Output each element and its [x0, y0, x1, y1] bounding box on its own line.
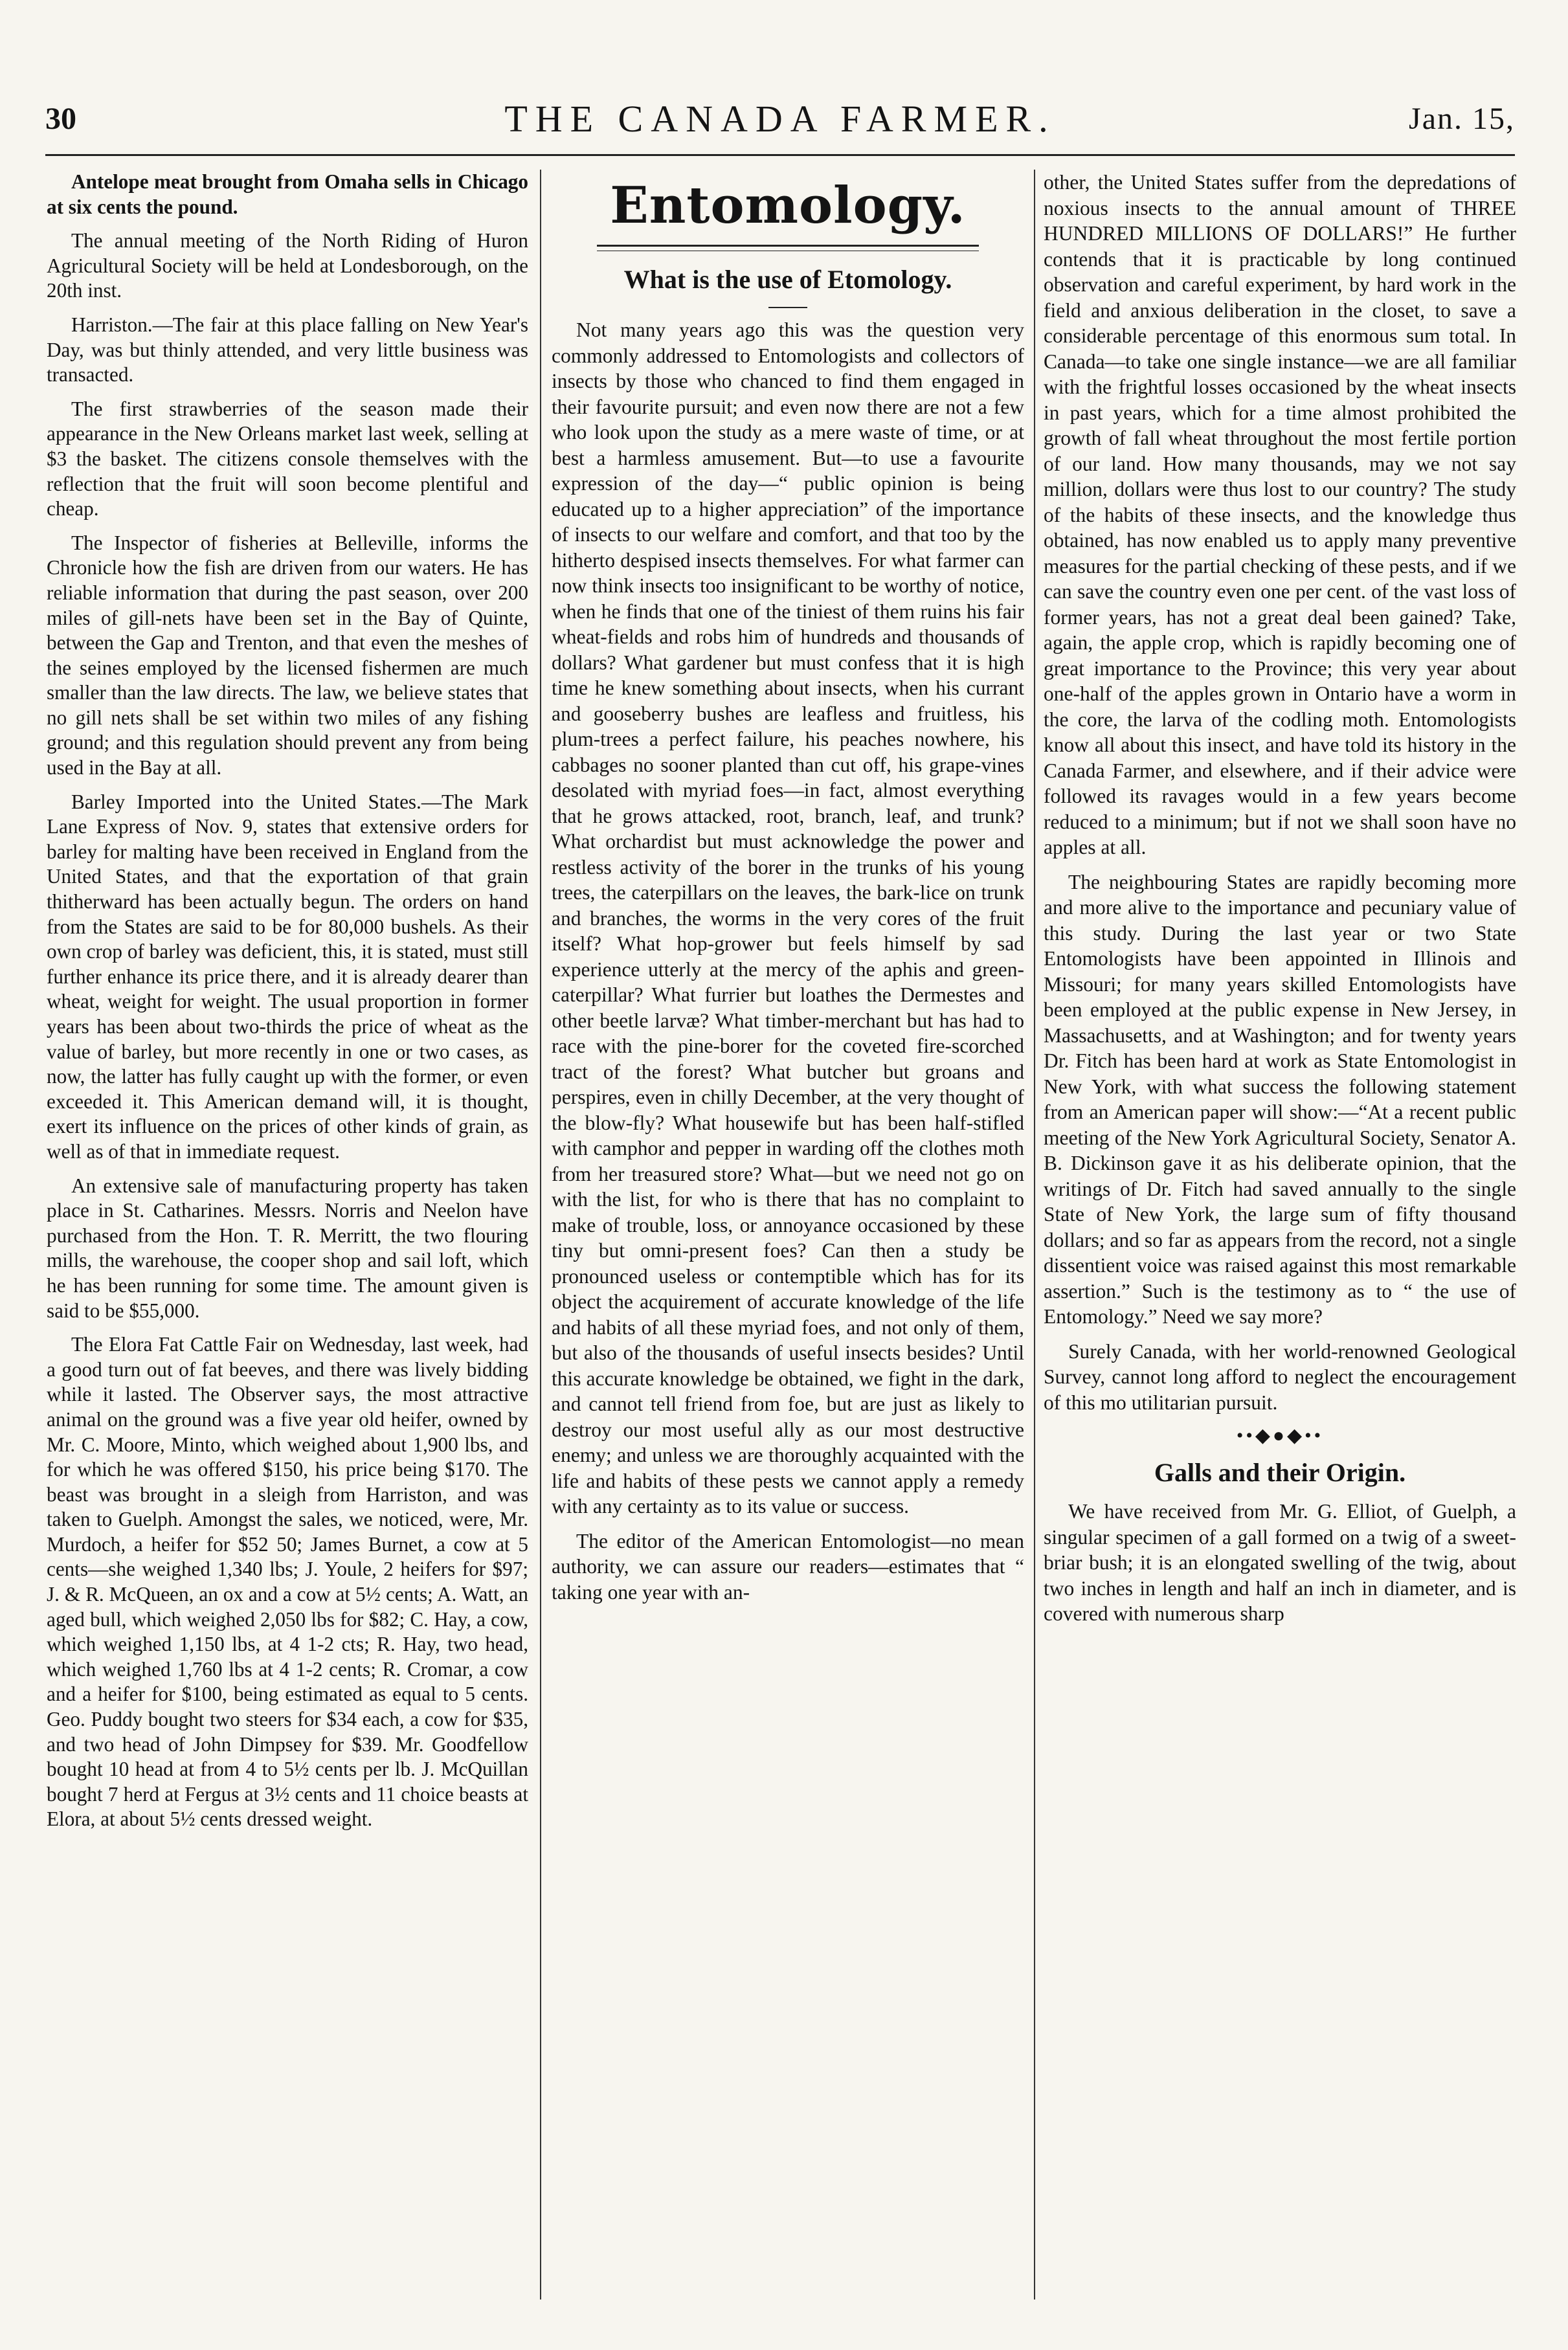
masthead	[45, 97, 1515, 149]
column-right	[1044, 170, 1516, 2300]
news-item: The annual meeting of the North Riding of Huron Agricultural Society will be held at Londesborough, on the 20th inst.	[47, 229, 528, 302]
news-item: The Inspector of fisheries at Belleville, informs the Chronicle how the fish are driven from our waters. He has reliable information that during the past season, over 200 miles of gill-nets have been set in the Bay of Quinte, between the Gap and Trenton, and that even the meshes of the seines employed by the licensed fishermen are much smaller than the law directs. The law, we believe states that no gill nets shall be set within two miles of any fishing ground; and this regulation should prevent any from being used in the Bay at all.	[47, 531, 528, 779]
article-headline: Galls and their Origin.	[1154, 1458, 1406, 1487]
header-rule	[45, 154, 1515, 156]
page-number: 30	[45, 102, 76, 136]
ornament-divider: ••◆●◆••	[1236, 1425, 1324, 1446]
section-title: Entomology.	[610, 176, 966, 235]
news-item: The Elora Fat Cattle Fair on Wednesday, last week, had a good turn out of fat beeves, and there was lively bidding while it lasted. The Observer says, the most attractive animal on the ground was a five year old heifer, owned by Mr. C. Moore, Minto, which weighed about 1,900 lbs, and for which he was offered $150, his price being $170. The beast was brought in a sleigh from Harriston, and was taken to Guelph. Amongst the sales, we noticed, were, Mr. Murdoch, a heifer for $52 50; James Burnet, a cow at 5 cents—she weighed 1,340 lbs; J. Youle, 2 heifers for $97; J. & R. McQueen, an ox and a cow at 5½ cents; A. Watt, an aged bull, which weighed 2,050 lbs for $82; C. Hay, a cow, which weighed 1,150 lbs, at 4 1-2 cts; R. Hay, two head, which weighed 1,760 lbs at 4 1-2 cents; R. Cromar, a cow and a heifer for $100, being estimated as equal to 5 cents. Geo. Puddy bought two steers for $34 each, a cow for $35, and two head of John Dimpsey for $39. Mr. Goodfellow bought 10 head at from 4 to 5½ cents per lb. J. McQuillan bought 7 herd at Fergus at 3½ cents and 11 choice beasts at Elora, at about 5½ cents dressed weight.	[47, 1333, 528, 1831]
newspaper-title: THE CANADA FARMER.	[504, 98, 1056, 140]
column-divider	[1034, 170, 1035, 2300]
column-divider	[540, 170, 541, 2300]
article-headline: What is the use of Etomology.	[623, 265, 952, 294]
headline-rule	[768, 307, 807, 308]
news-item: Barley Imported into the United States.—The Mark Lane Express of Nov. 9, states that extensive orders for barley for malting have been received in England from the United States, and that the exportation of that grain thitherward has been actually begun. The orders on hand from the States are said to be for 80,000 bushels. As their own crop of barley was deficient, this, it is stated, must still further enhance its price there, and it is already dearer than wheat, weight for weight. The usual proportion in former years has been about two-thirds the price of wheat as the value of barley, but more recently in one or two cases, as now, the latter has fully caught up with the former, or even exceeded it. This American demand will, it is thought, exert its influence on the prices of other kinds of grain, as well as of that in immediate request.	[47, 790, 528, 1163]
news-item: Harriston.—The fair at this place falling on New Year's Day, was but thinly attended, and very little business was transacted.	[47, 313, 528, 386]
column-left	[47, 170, 528, 2300]
article-paragraph: Not many years ago this was the question very commonly addressed to Entomologists and collectors of insects by those who chanced to find them engaged in their favourite pursuit; and even now there are not a few who look upon the study as a mere waste of time, or at best a harmless amusement. But—to use a favourite expression of the day—“ public opinion is being educated up to a higher appreciation” of the importance of insects to our welfare and comfort, and that too by the hitherto despised insects themselves. For what farmer can now think insects too insignificant to be worthy of notice, when he finds that one of the tiniest of them ruins his fair wheat-fields and robs him of hundreds and thousands of dollars? What gardener but must confess that it is high time he knew something about insects, when his currant and gooseberry bushes are leafless and fruitless, his plum-trees a perfect failure, his peaches nowhere, his cabbages no sooner planted than cut off, his grape-vines desolated with myriad foes—in fact, almost everything that he grows attacked, root, branch, leaf, and trunk? What orchardist but must acknowledge the power and restless activity of the borer in the trunks of his young trees, the caterpillars on the leaves, the bark-lice on trunk and branches, the worms in the very cores of the fruit itself? What hop-grower but feels himself by sad experience utterly at the mercy of the aphis and green-caterpillar? What furrier but loathes the Dermestes and other beetle larvæ? What timber-merchant but has had to race with the pine-borer for the coveted fire-scorched tract of the forest? What butcher but groans and perspires, even in chilly December, at the very thought of the blow-fly? What housewife but has been half-stifled with camphor and pepper in warding off the clothes moth from her treasured store? What—but we need not go on with the list, for who is there that has no complaint to make of trouble, loss, or annoyance occasioned by these tiny but omni-present foes? Can then a study be pronounced useless or contemptible which has for its object the acquirement of accurate knowledge of the life and habits of all these myriad foes, and not only of them, but also of the thousands of useful insects besides? Until this accurate knowledge be obtained, we fight in the dark, and cannot tell friend from foe, but are just as likely to destroy our most useful ally as our most destructive enemy; and unless we are thoroughly acquainted with the life and habits of these pests we cannot apply a remedy with any certainty as to its value or success.	[552, 319, 1024, 1517]
article-paragraph: The neighbouring States are rapidly becoming more and more alive to the importance and pecuniary value of this study. During the last year or two State Entomologists have been appointed in Illinois and Missouri; for many years skilled Entomologists have been employed at the public expense in New Jersey, in Massachusetts, and at Washington; and for twenty years Dr. Fitch has been hard at work as State Entomologist in New York, with what success the following statement from an American paper will show:—“At a recent public meeting of the New York Agricultural Society, Senator A. B. Dickinson gave it as his deliberate opinion, that the writings of Dr. Fitch had saved annually to the single State of New York, the large sum of fifty thousand dollars; and so far as appears from the record, not a single dissentient voice was raised against this most remarkable assertion.” Such is the testimony as to “ the use of Entomology.” Need we say more?	[1044, 870, 1516, 1328]
issue-date: Jan. 15,	[1409, 102, 1515, 136]
news-item: The first strawberries of the season made their appearance in the New Orleans market last week, selling at $3 the basket. The citizens console themselves with the reflection that the fruit will soon become plentiful and cheap.	[47, 397, 528, 520]
article-paragraph: Surely Canada, with her world-renowned Geological Survey, cannot long afford to neglect the encouragement of this mo utilitarian pursuit.	[1044, 1339, 1516, 1414]
news-item: Antelope meat brought from Omaha sells in Chicago at six cents the pound.	[47, 170, 528, 218]
section-rule	[597, 245, 979, 251]
article-paragraph: We have received from Mr. G. Elliot, of Guelph, a singular specimen of a gall formed on a twig of a sweet-briar bush; it is an elongated swelling of the twig, about two inches in length and half an inch in diameter, and is covered with numerous sharp	[1044, 1500, 1516, 1625]
news-item: An extensive sale of manufacturing property has taken place in St. Catharines. Messrs. Norris and Neelon have purchased from the Hon. T. R. Merritt, the two flouring mills, the warehouse, the cooper shop and sail loft, which he has been running for some time. The amount given is said to be $55,000.	[47, 1174, 528, 1322]
article-paragraph: The editor of the American Entomologist—no mean authority, we can assure our readers—estimates that “ taking one year with an-	[552, 1529, 1024, 1604]
column-middle	[552, 170, 1024, 2300]
article-paragraph: other, the United States suffer from the depredations of noxious insects to the annual amount of THREE HUNDRED MILLIONS OF DOLLARS!” He further contends that it is practicable by long continued observation and careful experiment, by hard work in the field and anxious deliberation in the closet, to save a considerable percentage of this enormous sum total. In Canada—to take one single instance—we are all familiar with the frightful losses occasioned by the wheat insects in past years, which for a time almost prohibited the growth of fall wheat throughout the most fertile portion of our land. How many thousands, may we not say million, dollars were thus lost to our country? The study of the habits of these insects, and the knowledge thus obtained, has now enabled us to apply many preventive measures for the partial checking of these pests, and if we can save the country even one per cent. of the vast loss of former years, has not a great deal been gained? Take, again, the apple crop, which is rapidly becoming one of great importance to the Province; this very year about one-half of the apples grown in Ontario have a worm in the core, the larva of the codling moth. Entomologists know all about this insect, and have told its history in the Canada Farmer, and elsewhere, and if their advice were followed its ravages would in a few years become reduced to a minimum; but if not we shall soon have no apples at all.	[1044, 171, 1516, 858]
